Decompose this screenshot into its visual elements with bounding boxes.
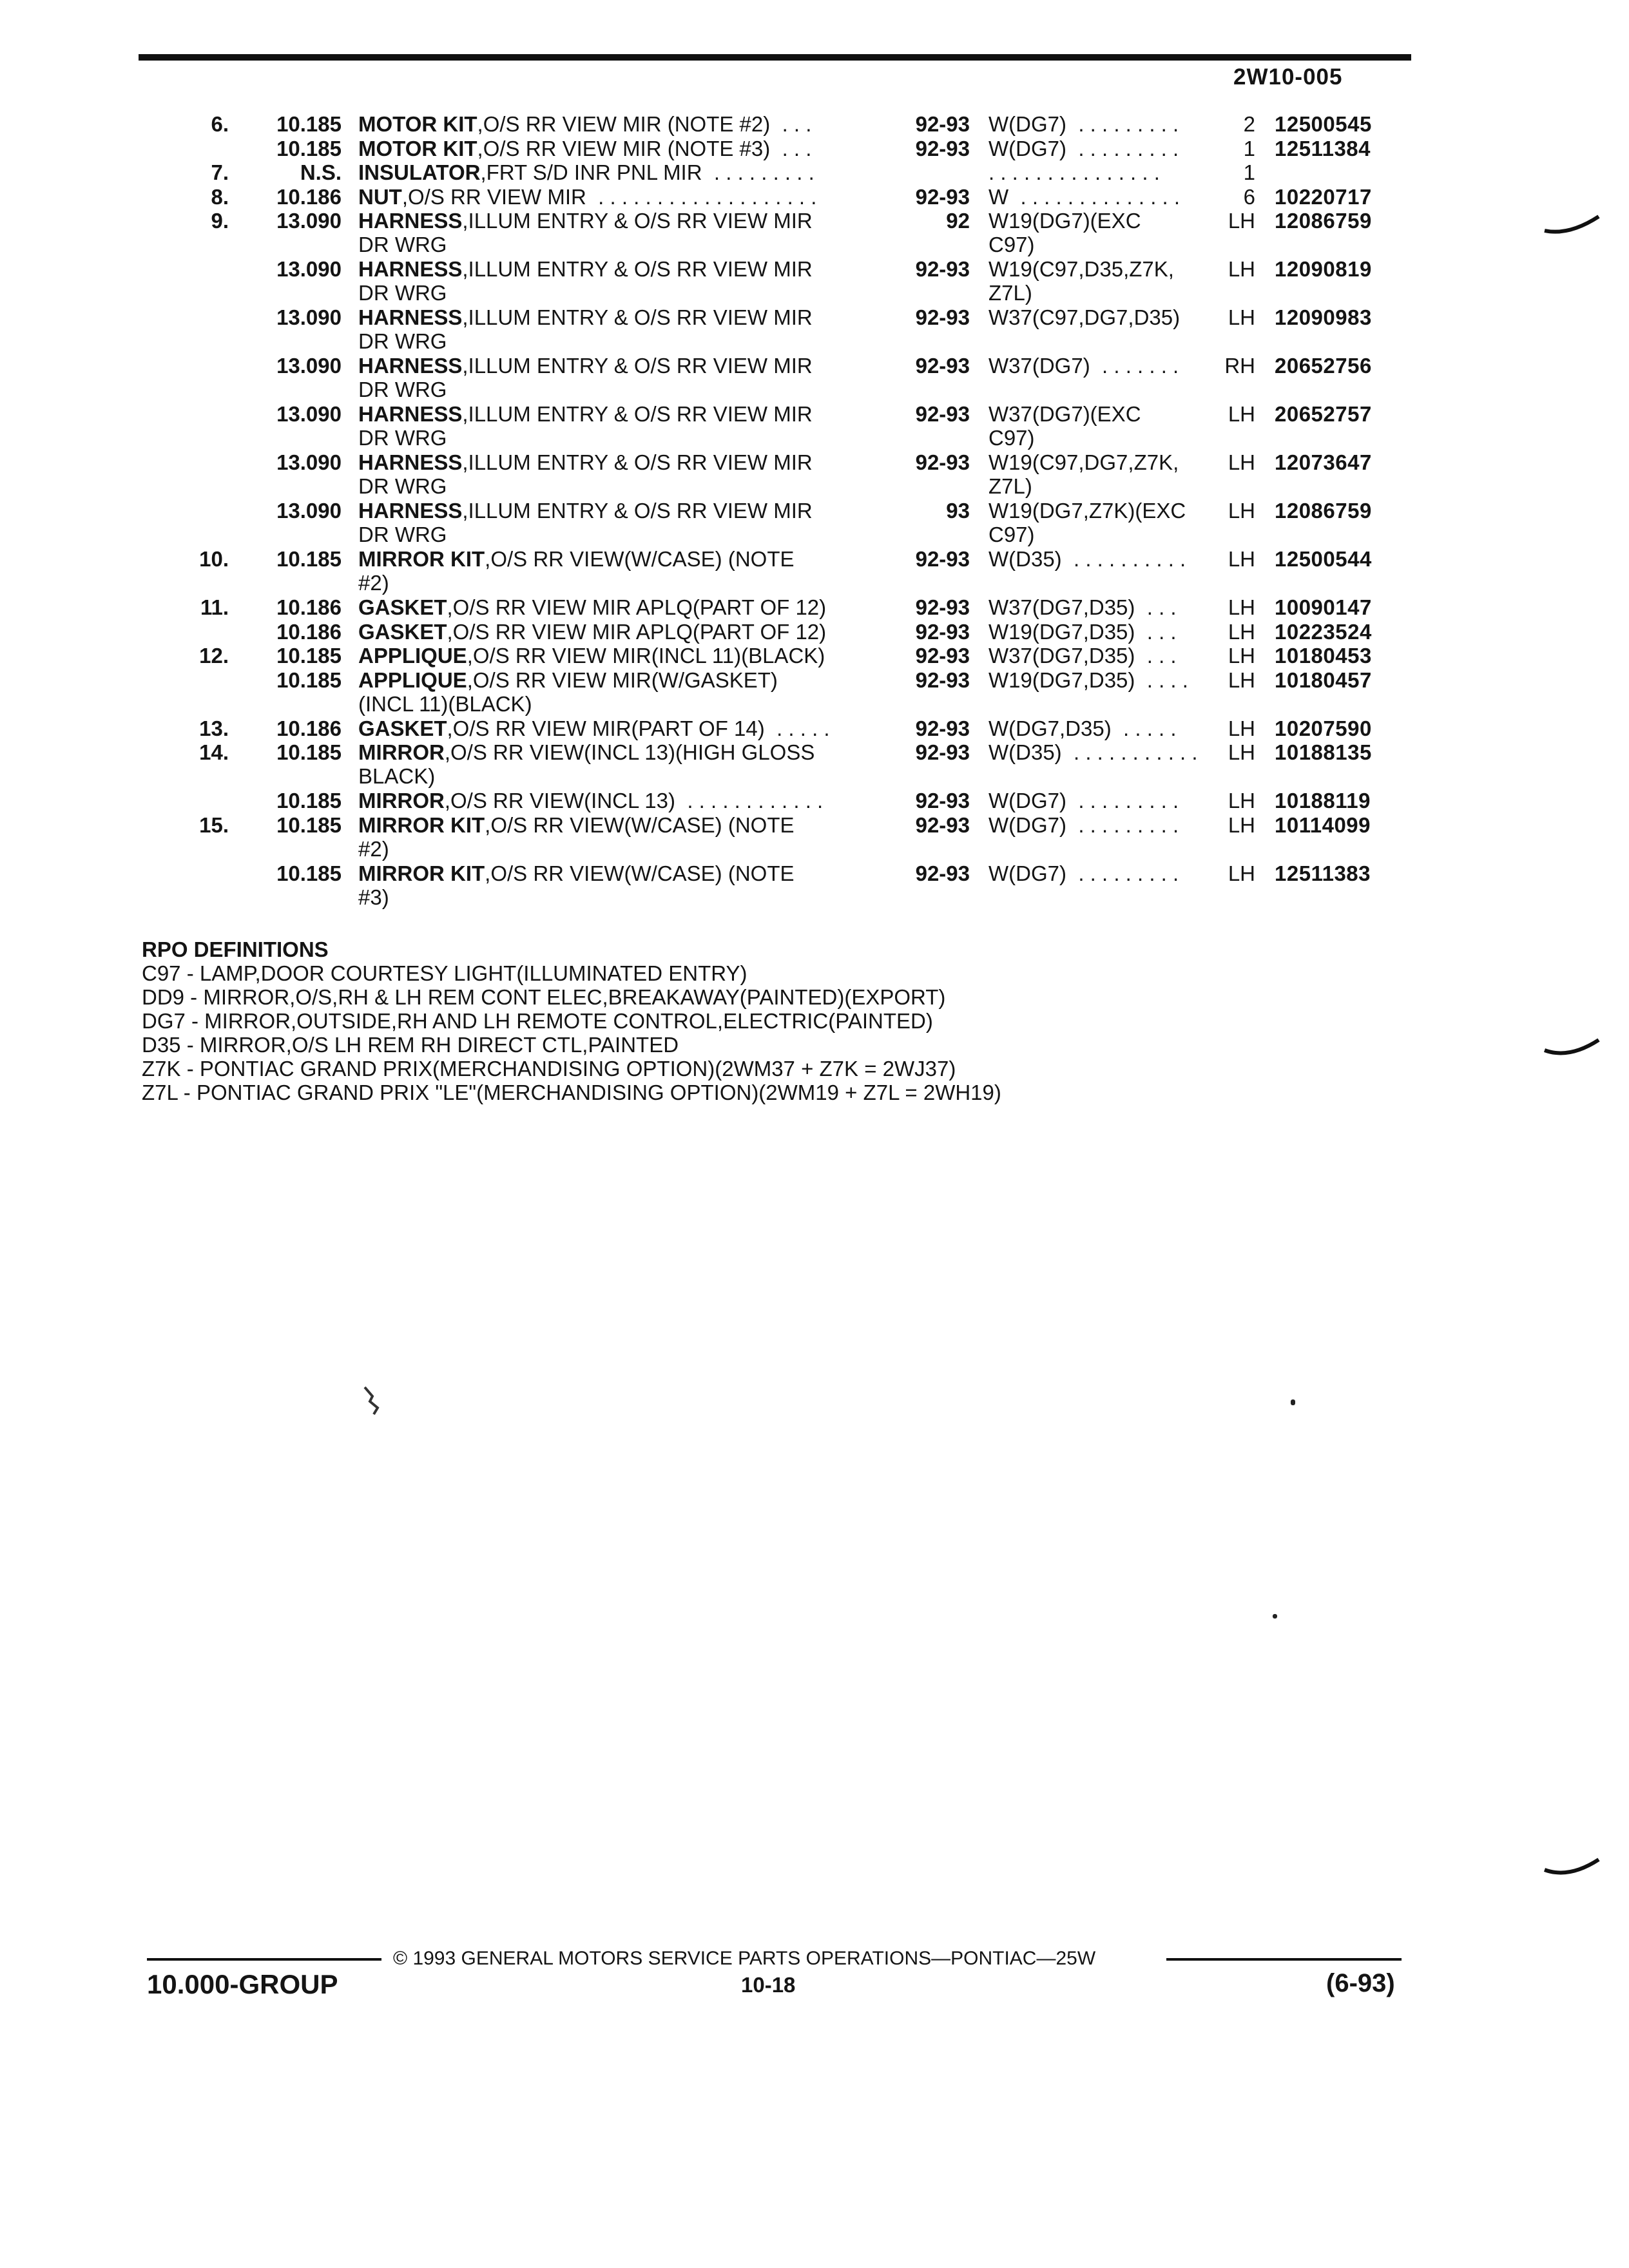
description-text: ,ILLUM ENTRY & O/S RR VIEW MIR — [462, 402, 813, 426]
group-number: 13.090 — [276, 305, 342, 329]
part-description — [358, 305, 887, 353]
footer-rule-left — [147, 1958, 381, 1961]
rpo-definition: Z7K - PONTIAC GRAND PRIX(MERCHANDISING OPTION)(2WM37 + Z7K = 2WJ37) — [142, 1057, 956, 1081]
model-line: W37(DG7,D35) . . . — [988, 595, 1177, 619]
part-name: MIRROR — [358, 789, 445, 812]
model-year: 92-93 — [915, 450, 970, 474]
speck-mark — [361, 1382, 387, 1421]
rpo-definitions — [142, 937, 1001, 1104]
rpo-definition: D35 - MIRROR,O/S LH REM RH DIRECT CTL,PAINTED — [142, 1033, 679, 1057]
description-line: (INCL 11)(BLACK) — [358, 691, 532, 716]
description-text: ,O/S RR VIEW MIR(W/GASKET) — [467, 668, 778, 692]
description-text: ,O/S RR VIEW(W/CASE) (NOTE — [485, 812, 795, 837]
part-row — [0, 402, 1629, 450]
part-description — [358, 861, 887, 909]
part-row — [0, 450, 1629, 499]
model-line: W19(DG7,D35) . . . — [988, 619, 1177, 644]
part-description — [358, 450, 887, 498]
model-usage — [988, 620, 1201, 644]
model-usage — [988, 668, 1201, 692]
part-number: 10188135 — [1275, 740, 1372, 764]
description-text: ,O/S RR VIEW MIR (NOTE #3) . . . — [477, 136, 812, 160]
description-text: ,O/S RR VIEW MIR (NOTE #2) . . . — [477, 112, 812, 136]
part-number: 10188119 — [1275, 789, 1371, 812]
part-description — [358, 402, 887, 450]
quantity: LH — [1228, 812, 1255, 837]
part-row — [0, 209, 1629, 257]
group-number: 10.186 — [276, 716, 342, 740]
quantity: LH — [1228, 209, 1255, 233]
part-name: HARNESS — [358, 402, 463, 426]
part-description — [358, 789, 887, 812]
model-line: W(DG7,D35) . . . . . — [988, 716, 1177, 740]
part-row — [0, 716, 1629, 741]
item-ref: 7. — [211, 160, 229, 184]
part-name: GASKET — [358, 595, 447, 619]
part-row — [0, 668, 1629, 716]
description-text: ,O/S RR VIEW(W/CASE) (NOTE — [485, 547, 795, 571]
model-year: 92-93 — [915, 740, 970, 764]
quantity: LH — [1228, 305, 1255, 329]
model-year: 92-93 — [915, 861, 970, 885]
binder-mark — [1543, 1036, 1601, 1062]
description-line: #3) — [358, 885, 389, 909]
part-description — [358, 209, 887, 256]
model-line: W19(DG7)(EXC — [988, 209, 1141, 233]
model-usage — [988, 740, 1201, 764]
model-line: W19(C97,D35,Z7K, — [988, 257, 1174, 281]
model-usage — [988, 160, 1201, 184]
description-line — [358, 668, 887, 692]
part-number: 10114099 — [1275, 812, 1371, 837]
model-usage — [988, 450, 1201, 498]
parts-list — [0, 112, 1629, 910]
model-year: 92-93 — [915, 668, 970, 692]
description-line — [358, 402, 887, 426]
description-line: #2) — [358, 836, 389, 861]
model-usage — [988, 185, 1201, 209]
part-number: 12090983 — [1275, 305, 1372, 329]
part-name: HARNESS — [358, 354, 463, 378]
description-line: DR WRG — [358, 474, 447, 498]
part-number: 12511383 — [1275, 861, 1371, 885]
part-description — [358, 160, 887, 184]
description-line — [358, 160, 887, 184]
description-text: ,ILLUM ENTRY & O/S RR VIEW MIR — [462, 209, 813, 233]
part-row — [0, 137, 1629, 161]
part-description — [358, 740, 887, 788]
part-number: 12090819 — [1275, 257, 1372, 281]
page-number: 10-18 — [741, 1973, 796, 1997]
description-line — [358, 137, 887, 160]
model-year: 92-93 — [915, 112, 970, 136]
part-row — [0, 185, 1629, 209]
page-date: (6-93) — [1326, 1969, 1395, 1997]
description-line: DR WRG — [358, 378, 447, 401]
description-line: DR WRG — [358, 523, 447, 546]
part-name: HARNESS — [358, 305, 463, 329]
binder-mark — [1543, 1856, 1601, 1881]
model-year: 92-93 — [915, 595, 970, 619]
quantity: LH — [1228, 499, 1255, 523]
quantity: LH — [1228, 619, 1255, 644]
quantity: RH — [1224, 354, 1255, 378]
item-ref: 10. — [199, 547, 229, 571]
model-usage — [988, 354, 1201, 378]
group-number: 10.185 — [276, 112, 342, 136]
rpo-definition: DG7 - MIRROR,OUTSIDE,RH AND LH REMOTE CONTROL,ELECTRIC(PAINTED) — [142, 1009, 933, 1033]
description-line: #2) — [358, 571, 389, 595]
part-number: 12086759 — [1275, 499, 1372, 523]
model-line: Z7L) — [988, 281, 1032, 305]
description-text: ,O/S RR VIEW MIR APLQ(PART OF 12) — [447, 595, 827, 619]
description-line — [358, 354, 887, 378]
description-line: DR WRG — [358, 426, 447, 450]
item-ref: 12. — [199, 644, 229, 668]
group-number: 10.185 — [276, 740, 342, 764]
description-text: ,O/S RR VIEW MIR(PART OF 14) . . . . . — [447, 716, 830, 740]
description-line — [358, 595, 887, 619]
group-number: 10.185 — [276, 789, 342, 812]
description-text: ,O/S RR VIEW MIR APLQ(PART OF 12) — [447, 619, 827, 644]
quantity: 6 — [1243, 184, 1255, 209]
model-usage — [988, 861, 1201, 885]
part-number: 12500545 — [1275, 112, 1372, 136]
model-line: W . . . . . . . . . . . . . . — [988, 184, 1181, 209]
part-name: NUT — [358, 184, 402, 209]
description-text: ,ILLUM ENTRY & O/S RR VIEW MIR — [462, 450, 813, 474]
description-line — [358, 185, 887, 209]
description-text: ,O/S RR VIEW(INCL 13) . . . . . . . . . . . . — [444, 789, 824, 812]
model-year: 92-93 — [915, 812, 970, 837]
description-text: ,O/S RR VIEW MIR . . . . . . . . . . . . . . . . . . . — [401, 184, 817, 209]
part-name: MIRROR KIT — [358, 812, 485, 837]
part-row — [0, 112, 1629, 137]
description-line — [358, 547, 887, 571]
part-row — [0, 861, 1629, 910]
group-number: 13.090 — [276, 499, 342, 523]
quantity: LH — [1228, 547, 1255, 571]
description-text: ,O/S RR VIEW MIR(INCL 11)(BLACK) — [467, 644, 825, 668]
model-usage — [988, 257, 1201, 305]
description-text: ,O/S RR VIEW(INCL 13)(HIGH GLOSS — [444, 740, 815, 764]
description-text: ,ILLUM ENTRY & O/S RR VIEW MIR — [462, 257, 813, 281]
quantity: LH — [1228, 716, 1255, 740]
model-line: W37(DG7)(EXC — [988, 402, 1141, 426]
part-name: APPLIQUE — [358, 668, 467, 692]
part-description — [358, 644, 887, 668]
description-line: DR WRG — [358, 329, 447, 353]
description-text: ,O/S RR VIEW(W/CASE) (NOTE — [485, 861, 795, 885]
model-usage — [988, 112, 1201, 136]
group-number: 13.090 — [276, 402, 342, 426]
speck-mark — [1273, 1614, 1277, 1619]
model-usage — [988, 813, 1201, 837]
part-name: MIRROR — [358, 740, 445, 764]
quantity: 1 — [1243, 160, 1255, 184]
part-description — [358, 595, 887, 619]
binder-mark — [1543, 213, 1601, 238]
part-number: 10223524 — [1275, 619, 1372, 644]
part-row — [0, 595, 1629, 620]
description-line — [358, 257, 887, 281]
description-text: ,ILLUM ENTRY & O/S RR VIEW MIR — [462, 499, 813, 523]
model-line: W37(DG7,D35) . . . — [988, 644, 1177, 668]
group-number: 13.090 — [276, 354, 342, 378]
rpo-definition: C97 - LAMP,DOOR COURTESY LIGHT(ILLUMINATED ENTRY) — [142, 961, 747, 985]
part-number: 20652757 — [1275, 402, 1372, 426]
rpo-definition: Z7L - PONTIAC GRAND PRIX "LE"(MERCHANDISING OPTION)(2WM19 + Z7L = 2WH19) — [142, 1081, 1001, 1104]
description-line: DR WRG — [358, 233, 447, 256]
part-row — [0, 547, 1629, 595]
quantity: LH — [1228, 861, 1255, 885]
description-line — [358, 789, 887, 812]
model-usage — [988, 137, 1201, 160]
part-row — [0, 257, 1629, 305]
part-number: 12073647 — [1275, 450, 1372, 474]
quantity: 1 — [1243, 136, 1255, 160]
quantity: LH — [1228, 644, 1255, 668]
model-year: 92-93 — [915, 402, 970, 426]
model-usage — [988, 547, 1201, 571]
model-line: W(DG7) . . . . . . . . . — [988, 136, 1179, 160]
model-line: W37(DG7) . . . . . . . — [988, 354, 1179, 378]
description-line — [358, 716, 887, 740]
part-name: MIRROR KIT — [358, 547, 485, 571]
part-number: 20652756 — [1275, 354, 1372, 378]
model-line: W19(DG7,Z7K)(EXC — [988, 499, 1186, 523]
part-description — [358, 137, 887, 160]
model-year: 92-93 — [915, 644, 970, 668]
item-ref: 9. — [211, 209, 229, 233]
quantity: LH — [1228, 257, 1255, 281]
quantity: LH — [1228, 450, 1255, 474]
model-usage — [988, 499, 1201, 546]
group-number: 13.090 — [276, 209, 342, 233]
model-line: W(DG7) . . . . . . . . . — [988, 812, 1179, 837]
part-description — [358, 668, 887, 716]
item-ref: 15. — [199, 812, 229, 837]
model-year: 92-93 — [915, 789, 970, 812]
model-line: W19(DG7,D35) . . . . — [988, 668, 1188, 692]
model-year: 92-93 — [915, 136, 970, 160]
quantity: LH — [1228, 740, 1255, 764]
group-name: 10.000-GROUP — [147, 1969, 338, 1999]
footer-rule-right — [1166, 1958, 1402, 1961]
item-ref: 14. — [199, 740, 229, 764]
description-line — [358, 305, 887, 329]
part-description — [358, 813, 887, 861]
part-row — [0, 789, 1629, 813]
part-row — [0, 354, 1629, 402]
part-description — [358, 354, 887, 401]
description-line — [358, 499, 887, 523]
part-row — [0, 813, 1629, 861]
model-line: C97) — [988, 523, 1035, 546]
model-line: Z7L) — [988, 474, 1032, 498]
part-number: 10180453 — [1275, 644, 1372, 668]
model-usage — [988, 716, 1201, 740]
model-line: C97) — [988, 426, 1035, 450]
model-usage — [988, 644, 1201, 668]
model-line: W(D35) . . . . . . . . . . — [988, 547, 1186, 571]
part-number: 12086759 — [1275, 209, 1372, 233]
group-number: 10.185 — [276, 812, 342, 837]
model-usage — [988, 595, 1201, 619]
model-usage — [988, 305, 1201, 329]
model-year: 93 — [946, 499, 970, 523]
part-row — [0, 644, 1629, 668]
group-number: 10.185 — [276, 547, 342, 571]
model-usage — [988, 209, 1201, 256]
part-name: MOTOR KIT — [358, 112, 477, 136]
group-number: 10.185 — [276, 668, 342, 692]
item-ref: 8. — [211, 184, 229, 209]
description-text: ,ILLUM ENTRY & O/S RR VIEW MIR — [462, 354, 813, 378]
group-number: 10.186 — [276, 619, 342, 644]
description-line — [358, 620, 887, 644]
description-line — [358, 450, 887, 474]
rpo-definition: DD9 - MIRROR,O/S,RH & LH REM CONT ELEC,BREAKAWAY(PAINTED)(EXPORT) — [142, 985, 946, 1009]
description-line — [358, 861, 887, 885]
part-number: 12500544 — [1275, 547, 1372, 571]
part-name: HARNESS — [358, 257, 463, 281]
model-line: W(DG7) . . . . . . . . . — [988, 112, 1179, 136]
part-name: GASKET — [358, 716, 447, 740]
description-line — [358, 112, 887, 136]
model-year: 92-93 — [915, 547, 970, 571]
model-line: W37(C97,DG7,D35) — [988, 305, 1181, 329]
model-line: W(DG7) . . . . . . . . . — [988, 861, 1179, 885]
group-number: 10.185 — [276, 136, 342, 160]
part-row — [0, 499, 1629, 547]
part-name: MOTOR KIT — [358, 136, 477, 160]
part-row — [0, 305, 1629, 354]
description-line — [358, 813, 887, 837]
rpo-title: RPO DEFINITIONS — [142, 937, 329, 961]
group-number: 10.186 — [276, 595, 342, 619]
description-line: DR WRG — [358, 281, 447, 305]
quantity: 2 — [1243, 112, 1255, 136]
group-number: 10.185 — [276, 861, 342, 885]
part-name: INSULATOR — [358, 160, 481, 184]
description-line — [358, 644, 887, 668]
model-year: 92-93 — [915, 716, 970, 740]
model-year: 92 — [946, 209, 970, 233]
item-ref: 6. — [211, 112, 229, 136]
part-number: 12511384 — [1275, 136, 1371, 160]
part-name: MIRROR KIT — [358, 861, 485, 885]
item-ref: 11. — [200, 595, 229, 619]
description-line: BLACK) — [358, 764, 436, 788]
part-name: HARNESS — [358, 450, 463, 474]
part-number: 10180457 — [1275, 668, 1372, 692]
description-line — [358, 740, 887, 764]
part-number: 10207590 — [1275, 716, 1372, 740]
group-number: 13.090 — [276, 257, 342, 281]
description-text: ,FRT S/D INR PNL MIR . . . . . . . . . — [480, 160, 815, 184]
part-name: HARNESS — [358, 499, 463, 523]
part-row — [0, 160, 1629, 185]
model-year: 92-93 — [915, 257, 970, 281]
quantity: LH — [1228, 789, 1255, 812]
quantity: LH — [1228, 402, 1255, 426]
part-row — [0, 740, 1629, 789]
part-description — [358, 499, 887, 546]
top-rule — [139, 54, 1411, 61]
item-ref: 13. — [199, 716, 229, 740]
part-name: GASKET — [358, 619, 447, 644]
model-line: W(DG7) . . . . . . . . . — [988, 789, 1179, 812]
description-line — [358, 209, 887, 233]
model-year: 92-93 — [915, 354, 970, 378]
part-name: HARNESS — [358, 209, 463, 233]
model-line: W(D35) . . . . . . . . . . . — [988, 740, 1198, 764]
part-description — [358, 257, 887, 305]
quantity: LH — [1228, 668, 1255, 692]
part-number: 10220717 — [1275, 184, 1372, 209]
part-name: APPLIQUE — [358, 644, 467, 668]
part-description — [358, 112, 887, 136]
model-year: 92-93 — [915, 305, 970, 329]
part-description — [358, 716, 887, 740]
part-description — [358, 620, 887, 644]
copyright: © 1993 GENERAL MOTORS SERVICE PARTS OPERATIONS—PONTIAC—25W — [393, 1948, 1096, 1969]
quantity: LH — [1228, 595, 1255, 619]
group-number: 10.186 — [276, 184, 342, 209]
model-line: W19(C97,DG7,Z7K, — [988, 450, 1179, 474]
part-description — [358, 185, 887, 209]
group-number: 13.090 — [276, 450, 342, 474]
group-number: N.S. — [300, 160, 342, 184]
description-text: ,ILLUM ENTRY & O/S RR VIEW MIR — [462, 305, 813, 329]
model-line: . . . . . . . . . . . . . . . — [988, 160, 1160, 184]
model-line: C97) — [988, 233, 1035, 256]
page-code: 2W10-005 — [1233, 64, 1343, 90]
model-usage — [988, 789, 1201, 812]
part-description — [358, 547, 887, 595]
model-year: 92-93 — [915, 184, 970, 209]
speck-mark — [1291, 1399, 1295, 1405]
model-usage — [988, 402, 1201, 450]
group-number: 10.185 — [276, 644, 342, 668]
part-number: 10090147 — [1275, 595, 1372, 619]
model-year: 92-93 — [915, 619, 970, 644]
part-row — [0, 620, 1629, 644]
